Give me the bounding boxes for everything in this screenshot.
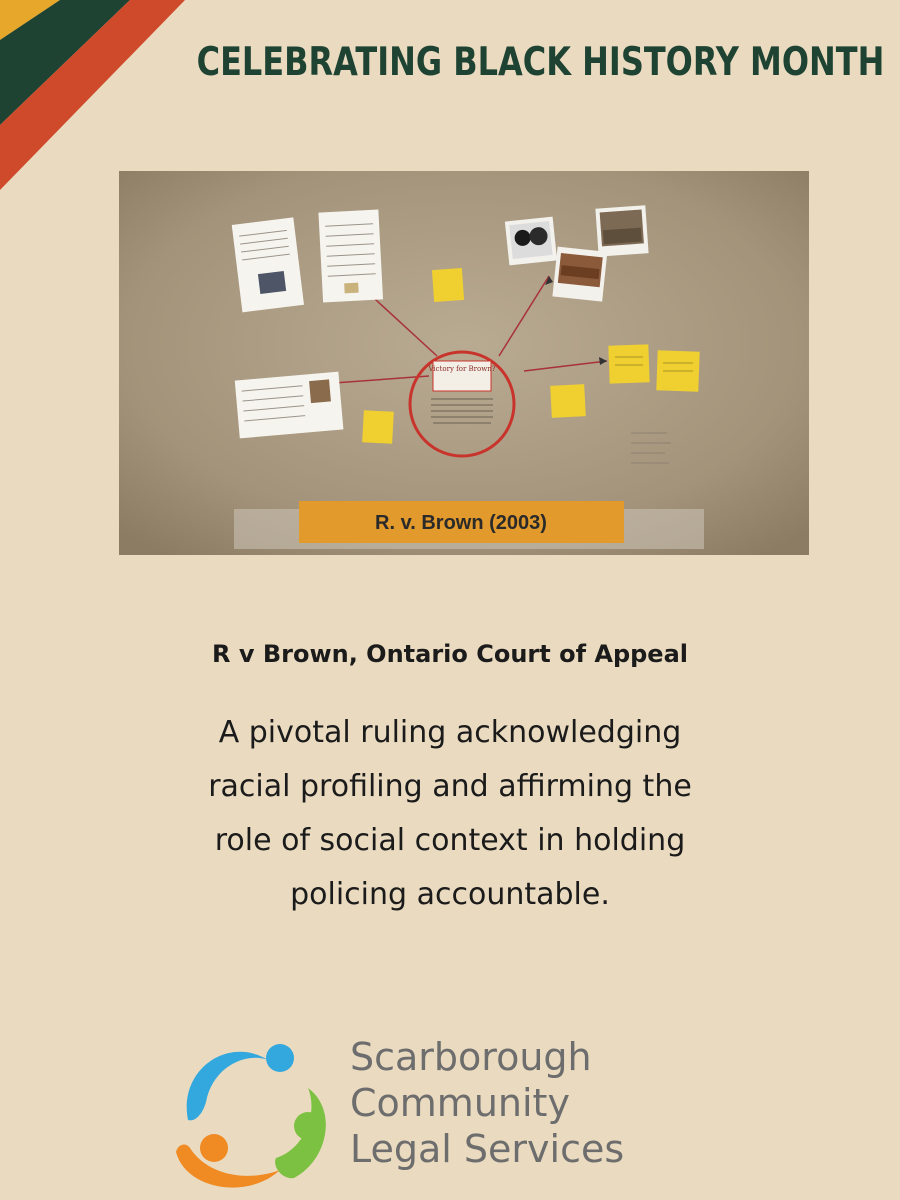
description-line: A pivotal ruling acknowledging — [218, 715, 682, 750]
description-line: policing accountable. — [290, 877, 610, 912]
corner-stripes-decoration — [0, 0, 200, 200]
description-line: racial profiling and affirming the — [208, 769, 692, 804]
banner-text: R. v. Brown (2003) — [375, 512, 547, 534]
case-description — [160, 706, 740, 922]
org-name-line: Scarborough — [350, 1035, 592, 1079]
org-name-line: Legal Services — [350, 1127, 625, 1171]
center-note-text: Victory for Brown? — [428, 365, 496, 373]
organization-name — [350, 1034, 750, 1172]
organization-logo-icon — [168, 1030, 338, 1190]
org-name-line: Community — [350, 1081, 570, 1125]
page-title: CELEBRATING BLACK HISTORY MONTH — [196, 40, 885, 85]
case-name: R v Brown, Ontario Court of Appeal — [211, 640, 688, 668]
description-line: role of social context in holding — [214, 823, 686, 858]
case-presentation-image — [119, 171, 809, 555]
